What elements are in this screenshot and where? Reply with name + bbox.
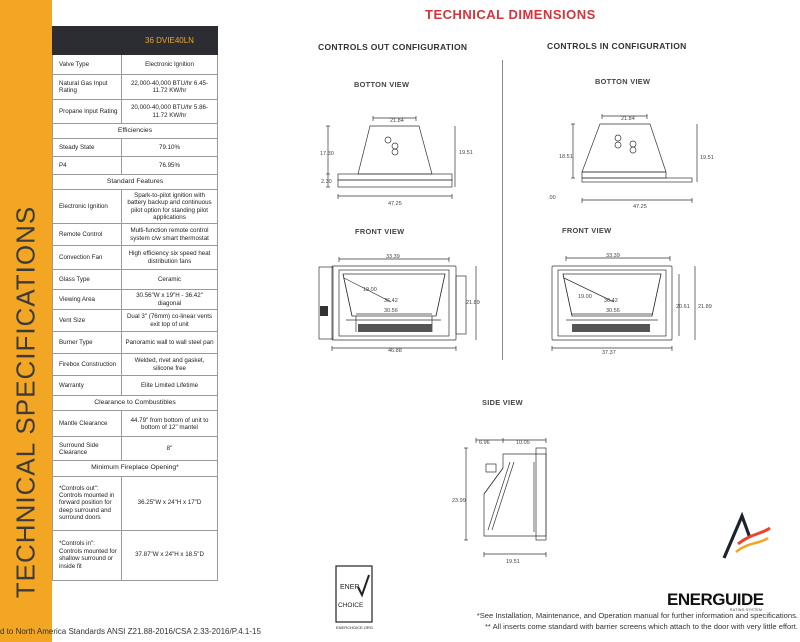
brand-logo-icon [720,512,772,562]
in-bottom-left-upper-dim: 18.51 [559,154,573,160]
side-top-right-dim: 10.05 [516,440,530,446]
spec-model-row [53,27,218,55]
spec-row [53,139,218,157]
spec-label: Vent Size [53,310,122,332]
spec-value: Panoramic wall to wall steel pan [122,332,218,354]
in-front-diag-dim: 36.42 [604,298,618,304]
in-bottom-left-lower-dim: .00 [548,195,556,201]
spec-label: Surround Side Clearance [53,437,122,461]
spec-label: Convection Fan [53,246,122,270]
spec-row [53,190,218,224]
spec-value: Welded, rivet and gasket, silicone free [122,354,218,376]
out-front-diag-dim: 36.42 [384,298,398,304]
controls-in-heading: CONTROLS IN CONFIGURATION [547,41,687,51]
spec-value: 30.56"W x 19"H - 36.42" diagonal [122,290,218,310]
out-front-view-drawing [316,254,486,354]
spec-row [53,530,218,580]
in-bottom-top-dim: 21.84 [621,116,635,122]
spec-row [53,437,218,461]
in-bottom-view-label: BOTTON VIEW [595,77,651,86]
spec-row [53,290,218,310]
spec-value: Spark-to-pilot ignition with battery backup and continuous pilot option for standing pilot applications [122,190,218,224]
spec-row [53,411,218,437]
spec-label: P4 [53,157,122,175]
spec-label: Electronic Ignition [53,190,122,224]
spec-label: Viewing Area [53,290,122,310]
out-bottom-right-dim: 19.51 [459,150,473,156]
efficiencies-section [53,124,218,139]
efficiencies-section-title: Efficiencies [53,124,218,139]
spec-value: Elite Limited Lifetime [122,376,218,396]
out-front-height-dim: 19.00 [363,287,377,293]
energuide-logo [667,590,764,610]
energuide-text-a: ENER [667,590,713,609]
config-divider [502,60,503,360]
spec-value: Multi-function remote control system c/w smart thermostat [122,224,218,246]
energuide-text-b: GUIDE [712,590,764,609]
out-bottom-bottom-dim: 47.25 [388,201,402,207]
in-bottom-view-drawing [548,108,714,210]
features-section-title: Standard Features [53,175,218,190]
controls-out-heading: CONTROLS OUT CONFIGURATION [318,42,468,52]
out-bottom-view-drawing [318,110,473,210]
in-front-height-dim: 19.00 [578,294,592,300]
spec-row [53,332,218,354]
opening-section-title: Minimum Fireplace Opening* [53,461,218,476]
spec-row [53,476,218,530]
spec-label: Firebox Construction [53,354,122,376]
spec-row [53,100,218,124]
out-bottom-view-label: BOTTON VIEW [354,80,410,89]
in-front-right-dim: 21.89 [698,304,712,310]
spec-label: *Controls in": Controls mounted for shallow surround or inside fit [53,530,122,580]
spec-label: Burner Type [53,332,122,354]
footnote-1: *See Installation, Maintenance, and Operation manual for further information and specifications. [476,611,798,620]
in-front-bottom-dim: 37.37 [602,350,616,356]
svg-text:CHOICE: CHOICE [338,602,364,609]
in-front-right-inner-dim: 20.61 [676,304,690,310]
spec-model-name: 36 DVIE40LN [122,27,218,55]
side-bottom-dim: 19.51 [506,559,520,565]
clearance-section-title: Clearance to Combustibles [53,396,218,411]
out-front-top-dim: 33.39 [386,254,400,260]
spec-row [53,55,218,75]
spec-row [53,270,218,290]
side-height-dim: 23.99 [452,498,466,504]
spec-value: 37.87"W x 24"H x 18.5"D [122,530,218,580]
out-front-right-dim: 21.89 [466,300,480,306]
spec-row [53,376,218,396]
out-front-bottom-dim: 46.88 [388,348,402,354]
spec-row [53,75,218,100]
spec-label: Remote Control [53,224,122,246]
spec-value: 22,000-40,000 BTU/hr 6.45-11.72 KW/hr [122,75,218,100]
opening-section [53,461,218,476]
spec-label: Propane Input Rating [53,100,122,124]
spec-label: Glass Type [53,270,122,290]
out-bottom-top-dim: 21.84 [390,118,404,124]
spec-value: Ceramic [122,270,218,290]
in-front-inner-dim: 30.56 [606,308,620,314]
spec-row [53,224,218,246]
spec-value: Electronic Ignition [122,55,218,75]
footnote-2: ** All inserts come standard with barrier screens which attach to the door with very little effort. [484,622,798,631]
spec-value: High efficiency six speed heat distribution fans [122,246,218,270]
features-section [53,175,218,190]
spec-label: Valve Type [53,55,122,75]
dimensions-title: TECHNICAL DIMENSIONS [425,7,596,22]
standards-footnote: d to North America Standards ANSI Z21.88-2016/CSA 2.33-2016/P.4.1-15 [0,627,261,636]
spec-table [52,26,218,581]
in-front-view-drawing [548,254,718,354]
spec-label: Mantle Clearance [53,411,122,437]
side-view-label: SIDE VIEW [482,398,523,407]
svg-text:ENERCHOICE.ORG: ENERCHOICE.ORG [336,625,373,630]
spec-row [53,246,218,270]
spec-row [53,310,218,332]
spec-label: Warranty [53,376,122,396]
spec-label: Steady State [53,139,122,157]
spec-label: Natural Gas Input Rating [53,75,122,100]
svg-text:ENER: ENER [340,584,360,591]
side-view-drawing [448,432,558,566]
spec-value: 20,000-40,000 BTU/hr 5.86-11.72 KW/hr [122,100,218,124]
out-bottom-left-upper-dim: 17.30 [320,151,334,157]
out-front-inner-dim: 30.56 [384,308,398,314]
enerchoice-logo [335,565,373,631]
side-top-left-dim: 6.96 [479,440,490,446]
spec-value: 79.10% [122,139,218,157]
out-front-view-label: FRONT VIEW [355,227,405,236]
in-front-view-label: FRONT VIEW [562,226,612,235]
spec-value: 44.79" from bottom of unit to bottom of 12" mantel [122,411,218,437]
spec-label: *Controls out": Controls mounted in forward position for deep surround and surround doors [53,476,122,530]
clearance-section [53,396,218,411]
spec-row [53,354,218,376]
sidebar-title: TECHNICAL SPECIFICATIONS [10,205,41,599]
spec-value: Dual 3" (76mm) co-linear vents exit top of unit [122,310,218,332]
spec-value: 8" [122,437,218,461]
spec-model-blank [53,27,122,55]
spec-row [53,157,218,175]
footnotes [432,610,798,632]
out-bottom-left-lower-dim: 2.30 [321,179,332,185]
in-bottom-right-dim: 19.51 [700,155,714,161]
spec-value: 36.25"W x 24"H x 17"D [122,476,218,530]
spec-value: 76.95% [122,157,218,175]
energuide-subtitle: RATING SYSTEM [730,608,763,612]
in-bottom-bottom-dim: 47.25 [633,204,647,210]
in-front-top-dim: 33.39 [606,253,620,259]
